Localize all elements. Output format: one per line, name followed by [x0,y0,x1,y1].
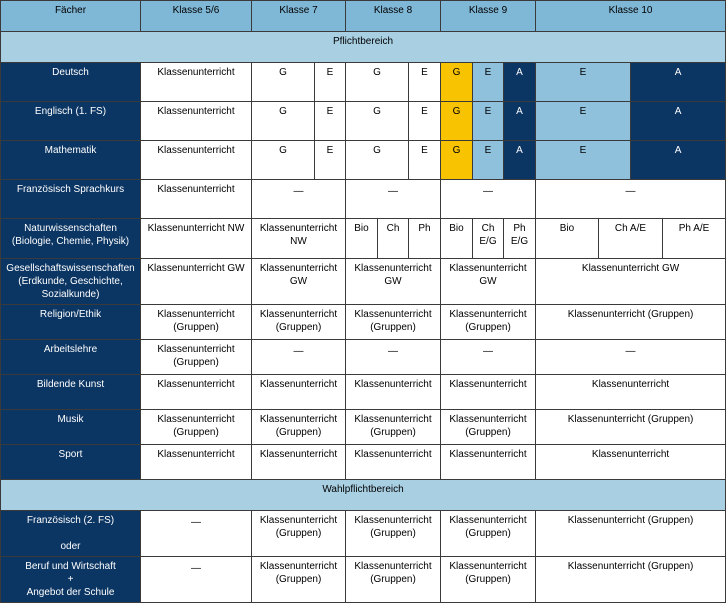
section-row [1,480,726,511]
level-cell-e: E [473,102,504,141]
subject-label: Mathematik [1,141,141,180]
subject-label: Französisch Sprachkurs [1,180,141,219]
dash-cell: — [536,340,726,375]
cell-k56: Klassenunterricht (Gruppen) [141,410,252,445]
table-row [1,141,726,180]
cell-k56: Klassenunterricht [141,141,252,180]
cell-k10: Klassenunterricht (Gruppen) [536,305,726,340]
level-cell: G [346,63,409,102]
level-cell-e: E [473,141,504,180]
cell-k7: Klassenunterricht [252,445,346,480]
subject-label: Arbeitslehre [1,340,141,375]
cell-k56: Klassenunterricht [141,63,252,102]
cell-k10: Klassenunterricht [536,445,726,480]
cell-k56: Klassenunterricht [141,180,252,219]
nw-cell: Bio [441,219,473,259]
level-cell-g: G [441,63,473,102]
subject-label: Naturwissenschaften (Biologie, Chemie, Physik) [1,219,141,259]
nw-cell: Ph E/G [504,219,536,259]
cell-k56: Klassenunterricht (Gruppen) [141,340,252,375]
cell-k9: Klassenunterricht (Gruppen) [441,557,536,603]
cell-k56: Klassenunterricht (Gruppen) [141,305,252,340]
cell-k9: Klassenunterricht GW [441,259,536,305]
dash-cell: — [346,340,441,375]
cell-k10: Klassenunterricht (Gruppen) [536,511,726,557]
cell-k7: Klassenunterricht NW [252,219,346,259]
subject-label: Französisch (2. FS) oder [1,511,141,557]
nw-cell: Ch E/G [473,219,504,259]
level-cell: G [346,141,409,180]
header-klasse-7: Klasse 7 [252,1,346,32]
cell-k9: Klassenunterricht (Gruppen) [441,511,536,557]
cell-k8: Klassenunterricht GW [346,259,441,305]
cell-k8: Klassenunterricht (Gruppen) [346,410,441,445]
level-cell-e: E [473,63,504,102]
cell-k8: Klassenunterricht [346,375,441,410]
level-cell-e: E [536,63,631,102]
table-row [1,557,726,603]
table-row [1,340,726,375]
level-cell: E [315,102,346,141]
subject-label: Sport [1,445,141,480]
cell-k56: Klassenunterricht [141,445,252,480]
table-row [1,410,726,445]
table-row [1,259,726,305]
level-cell-a: A [504,141,536,180]
cell-k56: Klassenunterricht GW [141,259,252,305]
level-cell-e: E [536,102,631,141]
table-row [1,102,726,141]
cell-k56: Klassenunterricht [141,102,252,141]
dash-cell: — [346,180,441,219]
level-cell-a: A [631,141,726,180]
cell-k10: Klassenunterricht (Gruppen) [536,410,726,445]
dash-cell: — [536,180,726,219]
dash-cell: — [441,340,536,375]
cell-k7: Klassenunterricht GW [252,259,346,305]
nw-cell: Ph [409,219,441,259]
level-cell: E [409,102,441,141]
cell-k9: Klassenunterricht (Gruppen) [441,305,536,340]
header-klasse-10: Klasse 10 [536,1,726,32]
cell-k7: Klassenunterricht (Gruppen) [252,410,346,445]
cell-k7: Klassenunterricht [252,375,346,410]
level-cell: G [252,141,315,180]
level-cell: E [315,63,346,102]
subject-label: Gesellschaftswissenschaften (Erdkunde, Geschichte, Sozialkunde) [1,259,141,305]
header-klasse-5-6: Klasse 5/6 [141,1,252,32]
cell-k10: Klassenunterricht (Gruppen) [536,557,726,603]
subject-label: Beruf und Wirtschaft + Angebot der Schule [1,557,141,603]
dash-cell: — [141,557,252,603]
header-klasse-8: Klasse 8 [346,1,441,32]
subject-label: Deutsch [1,63,141,102]
subject-label: Englisch (1. FS) [1,102,141,141]
section-pflichtbereich: Pflichtbereich [1,32,726,63]
section-wahlpflichtbereich: Wahlpflichtbereich [1,480,726,511]
dash-cell: — [441,180,536,219]
table-row [1,445,726,480]
dash-cell: — [252,340,346,375]
table-row [1,511,726,557]
table-row [1,305,726,340]
level-cell-a: A [631,63,726,102]
cell-k8: Klassenunterricht (Gruppen) [346,511,441,557]
subject-label: Bildende Kunst [1,375,141,410]
level-cell: G [252,102,315,141]
nw-cell: Bio [536,219,599,259]
cell-k10: Klassenunterricht GW [536,259,726,305]
nw-cell: Ph A/E [663,219,726,259]
cell-k8: Klassenunterricht (Gruppen) [346,557,441,603]
subject-label: Religion/Ethik [1,305,141,340]
dash-cell: — [252,180,346,219]
level-cell: E [409,141,441,180]
level-cell: E [409,63,441,102]
nw-cell: Ch [378,219,409,259]
cell-k8: Klassenunterricht [346,445,441,480]
level-cell: G [346,102,409,141]
cell-k9: Klassenunterricht [441,375,536,410]
section-row [1,32,726,63]
level-cell-a: A [504,63,536,102]
cell-k7: Klassenunterricht (Gruppen) [252,305,346,340]
cell-k9: Klassenunterricht [441,445,536,480]
level-cell-e: E [536,141,631,180]
level-cell-a: A [504,102,536,141]
table-row [1,180,726,219]
cell-k9: Klassenunterricht (Gruppen) [441,410,536,445]
header-faecher: Fächer [1,1,141,32]
cell-k10: Klassenunterricht [536,375,726,410]
cell-k56: Klassenunterricht NW [141,219,252,259]
level-cell: E [315,141,346,180]
dash-cell: — [141,511,252,557]
header-row [1,1,726,32]
nw-cell: Ch A/E [599,219,663,259]
table-row [1,219,726,259]
cell-k7: Klassenunterricht (Gruppen) [252,511,346,557]
nw-cell: Bio [346,219,378,259]
level-cell: G [252,63,315,102]
table-row [1,375,726,410]
level-cell-g: G [441,141,473,180]
header-klasse-9: Klasse 9 [441,1,536,32]
cell-k7: Klassenunterricht (Gruppen) [252,557,346,603]
cell-k8: Klassenunterricht (Gruppen) [346,305,441,340]
level-cell-g: G [441,102,473,141]
level-cell-a: A [631,102,726,141]
cell-k56: Klassenunterricht [141,375,252,410]
table-row [1,63,726,102]
subject-label: Musik [1,410,141,445]
